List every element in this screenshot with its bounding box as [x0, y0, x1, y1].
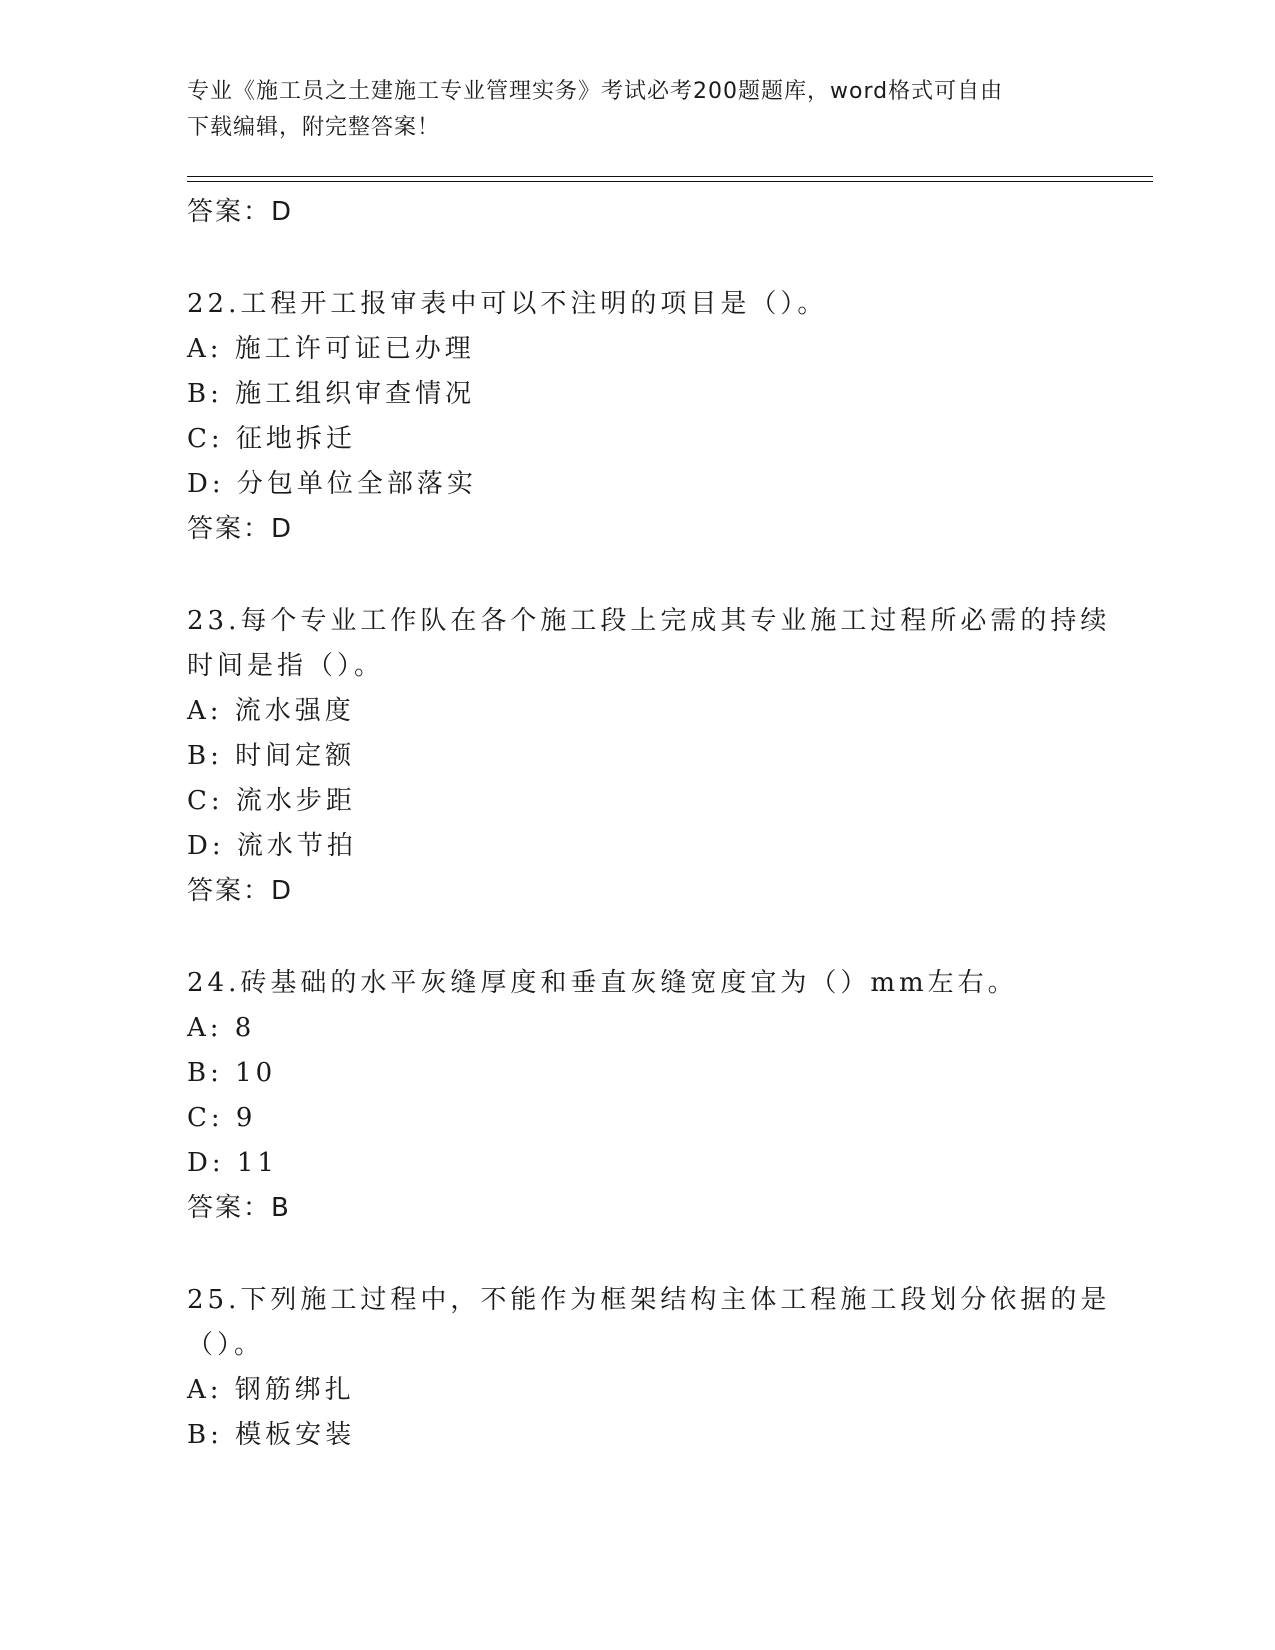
option-a: A: 流水强度 [187, 696, 355, 726]
question-24 [187, 961, 1087, 1231]
option-a: A: 施工许可证已办理 [187, 334, 475, 364]
answer-line: 答案：D [187, 876, 294, 906]
page-header [187, 74, 1087, 146]
option-a: A: 钢筋绑扎 [187, 1375, 355, 1405]
option-c: C: 流水步距 [187, 786, 356, 816]
question-list [187, 190, 1111, 1458]
answer-line: 答案：D [187, 197, 294, 227]
header-line-1: 专业《施工员之土建施工专业管理实务》考试必考200题题库，word格式可自由 [187, 79, 1004, 104]
option-b: B: 10 [187, 1058, 277, 1088]
answer-line: 答案：D [187, 514, 294, 544]
answer-line: 答案：B [187, 1193, 291, 1223]
question-25 [187, 1278, 1111, 1458]
option-b: B: 施工组织审查情况 [187, 379, 476, 409]
option-b: B: 模板安装 [187, 1420, 356, 1450]
question-23 [187, 599, 1111, 914]
option-c: C: 征地拆迁 [187, 424, 356, 454]
option-a: A: 8 [187, 1013, 256, 1043]
option-d: D: 分包单位全部落实 [187, 469, 477, 499]
option-c: C: 9 [187, 1103, 257, 1133]
question-text-line-1: 23.每个专业工作队在各个施工段上完成其专业施工过程所必需的持续 [187, 606, 1111, 636]
header-line-2: 下载编辑，附完整答案！ [187, 115, 441, 140]
option-d: D: 11 [187, 1148, 278, 1178]
question-22 [187, 282, 1087, 552]
question-text: 24.砖基础的水平灰缝厚度和垂直灰缝宽度宜为（）mm左右。 [187, 968, 1018, 998]
question-text-line-1: 25.下列施工过程中，不能作为框架结构主体工程施工段划分依据的是 [187, 1285, 1111, 1315]
question-text-line-2: （）。 [187, 1330, 265, 1360]
question-text: 22.工程开工报审表中可以不注明的项目是（）。 [187, 289, 828, 319]
question-text-line-2: 时间是指（）。 [187, 651, 385, 681]
option-d: D: 流水节拍 [187, 831, 357, 861]
header-divider-bottom [187, 181, 1153, 182]
header-divider-top [187, 176, 1153, 177]
option-b: B: 时间定额 [187, 741, 356, 771]
